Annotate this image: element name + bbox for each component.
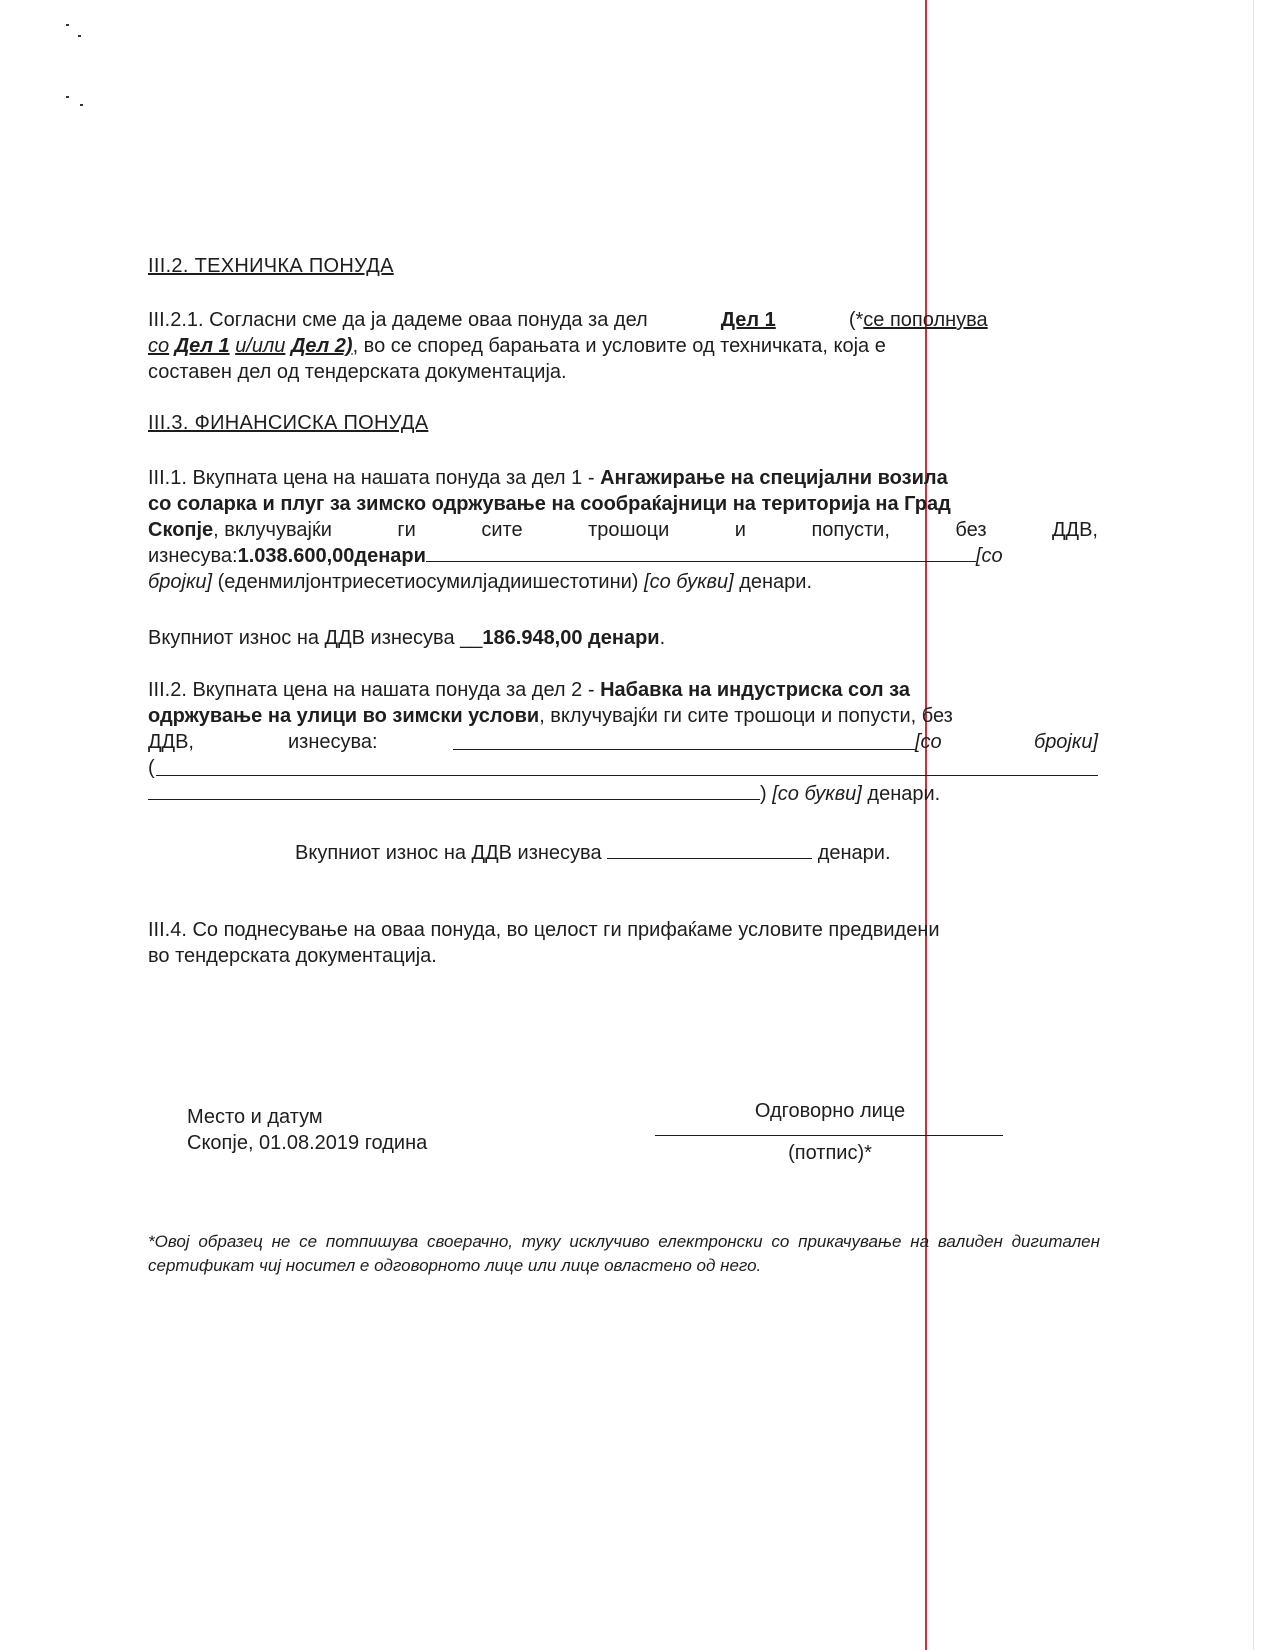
- note-and-or: и/или: [235, 335, 286, 357]
- acceptance-line-1: III.4. Со поднесување на оваа понуда, во целост ги прифаќаме условите предвидени: [148, 919, 940, 941]
- technical-line-2: [148, 333, 1098, 359]
- part2-digits-note: [со: [915, 731, 942, 753]
- part1-words-note: [со букви]: [644, 571, 734, 593]
- part1-line-5: [148, 569, 1098, 595]
- vat2-label: Вкупниот износ на ДДВ изнесува: [295, 842, 602, 864]
- part1-word: ги: [397, 519, 416, 541]
- part2-rest: , вклучувајќи ги сите трошоци и попусти, без: [539, 705, 953, 727]
- technical-line-1: [148, 307, 1098, 333]
- part1-amount-words: (еденмилјонтриесетиосумилјадиишестотини): [217, 571, 639, 593]
- part2-line-1: [148, 677, 1098, 703]
- technical-offer-paragraph: [148, 307, 1098, 385]
- part1-title-b: со соларка и плуг за зимско одржување на сообраќајници на територија на Град: [148, 493, 951, 515]
- part1-prefix: III.1. Вкупната цена на нашата понуда за дел 1 -: [148, 467, 595, 489]
- acceptance-paragraph: [148, 917, 1098, 969]
- part-value: Дел 1: [720, 309, 776, 331]
- part2-vat-word: ДДВ,: [148, 731, 194, 753]
- vat2-currency: денари.: [817, 842, 891, 864]
- vat2-line: [295, 840, 995, 866]
- place-date-label: Место и датум: [187, 1106, 323, 1128]
- financial-offer-heading: III.3. ФИНАНСИСКА ПОНУДА: [148, 412, 429, 434]
- part1-line-1: [148, 465, 1098, 491]
- part1-word: сите: [481, 519, 523, 541]
- place-date-block: [187, 1104, 427, 1156]
- signature-block: [655, 1100, 1005, 1165]
- part1-title-c-wrap: [148, 517, 332, 543]
- scan-speck: [80, 104, 83, 106]
- part1-word: попусти,: [811, 519, 890, 541]
- technical-text-rest: , во се според барањата и условите од техничката, која е: [352, 335, 886, 357]
- vat1-line: [148, 625, 1098, 651]
- part1-line-3: [148, 517, 1098, 543]
- acceptance-line-2: во тендерската документација.: [148, 945, 437, 967]
- part1-title-c: Скопје: [148, 519, 214, 541]
- note-open: (*: [848, 309, 864, 331]
- part2-line-2: [148, 703, 1098, 729]
- part2-title-b: одржување на улици во зимски услови: [148, 705, 540, 727]
- note-text-cont: со: [148, 335, 170, 357]
- scan-edge-line: [1253, 0, 1254, 1650]
- part1-word: ДДВ,: [1052, 519, 1098, 541]
- place-date-value: Скопје, 01.08.2019 година: [187, 1132, 428, 1154]
- vat1-suffix: .: [659, 627, 666, 649]
- responsible-person-label: Одговорно лице: [754, 1100, 906, 1122]
- signature-caption: (потпис)*: [788, 1142, 872, 1164]
- part2-paren-close: ): [760, 783, 767, 805]
- scan-speck: [66, 96, 69, 98]
- part2-amount-blank: [453, 731, 915, 750]
- part1-amount-label: изнесува:: [148, 545, 238, 567]
- part1-digits-note-2: бројки]: [148, 571, 213, 593]
- footnote: *Овој образец не се потпишува своерачно, туку исклучиво електронски со прикачување на валиден дигитален сертификат чиј носител е одговорното лице или лице овластено од него.: [148, 1232, 1100, 1275]
- part1-title-a: Ангажирање на специјални возила: [600, 467, 948, 489]
- part2-currency: денари.: [867, 783, 941, 805]
- vat1-amount: 186.948,00 денари: [482, 627, 660, 649]
- part1-currency: денари.: [739, 571, 812, 593]
- vat2-blank: [607, 840, 812, 859]
- part-field: [653, 307, 843, 333]
- part2-line-3: [148, 729, 1098, 755]
- signature-line: [655, 1135, 1003, 1136]
- part1-amount-blank: [426, 543, 976, 562]
- vat1-prefix: __: [460, 627, 483, 649]
- technical-text: III.2.1. Согласни сме да ја дадеме оваа понуда за дел: [148, 309, 648, 331]
- part2-line-4: [148, 755, 1098, 781]
- part2-prefix: III.2. Вкупната цена на нашата понуда за дел 2 -: [148, 679, 595, 701]
- part1-line-4: [148, 543, 1098, 569]
- part2-words-note: [со букви]: [772, 783, 862, 805]
- note-part1: Дел 1: [174, 335, 230, 357]
- part2-line-5: [148, 781, 1098, 807]
- part1-amount-value: 1.038.600,00денари: [237, 545, 426, 567]
- part1-word: , вклучувајќи: [213, 519, 332, 541]
- financial-part2-paragraph: [148, 677, 1098, 807]
- scan-speck: [78, 35, 81, 37]
- part2-title-a: Набавка на индустриска сол за: [600, 679, 910, 701]
- financial-part1-paragraph: [148, 465, 1098, 595]
- part2-words-blank-1: [156, 757, 1098, 776]
- part1-word: трошоци: [588, 519, 670, 541]
- note-part2: Дел 2): [290, 335, 353, 357]
- note-text: се пополнува: [863, 309, 988, 331]
- red-margin-line: [925, 0, 927, 1650]
- part2-paren-open: (: [148, 757, 155, 779]
- vat1-label: Вкупниот износ на ДДВ изнесува: [148, 627, 455, 649]
- technical-offer-heading: III.2. ТЕХНИЧКА ПОНУДА: [148, 255, 394, 277]
- part1-word: без: [955, 519, 987, 541]
- part1-digits-note: [со: [975, 545, 1003, 567]
- technical-line-3: составен дел од тендерската документација.: [148, 361, 567, 383]
- scan-speck: [66, 24, 69, 26]
- part2-words-blank-2: [148, 781, 760, 800]
- part1-word: и: [734, 519, 746, 541]
- part2-amount-label: изнесува:: [288, 731, 378, 753]
- part2-digits-note-2: бројки]: [1033, 731, 1098, 753]
